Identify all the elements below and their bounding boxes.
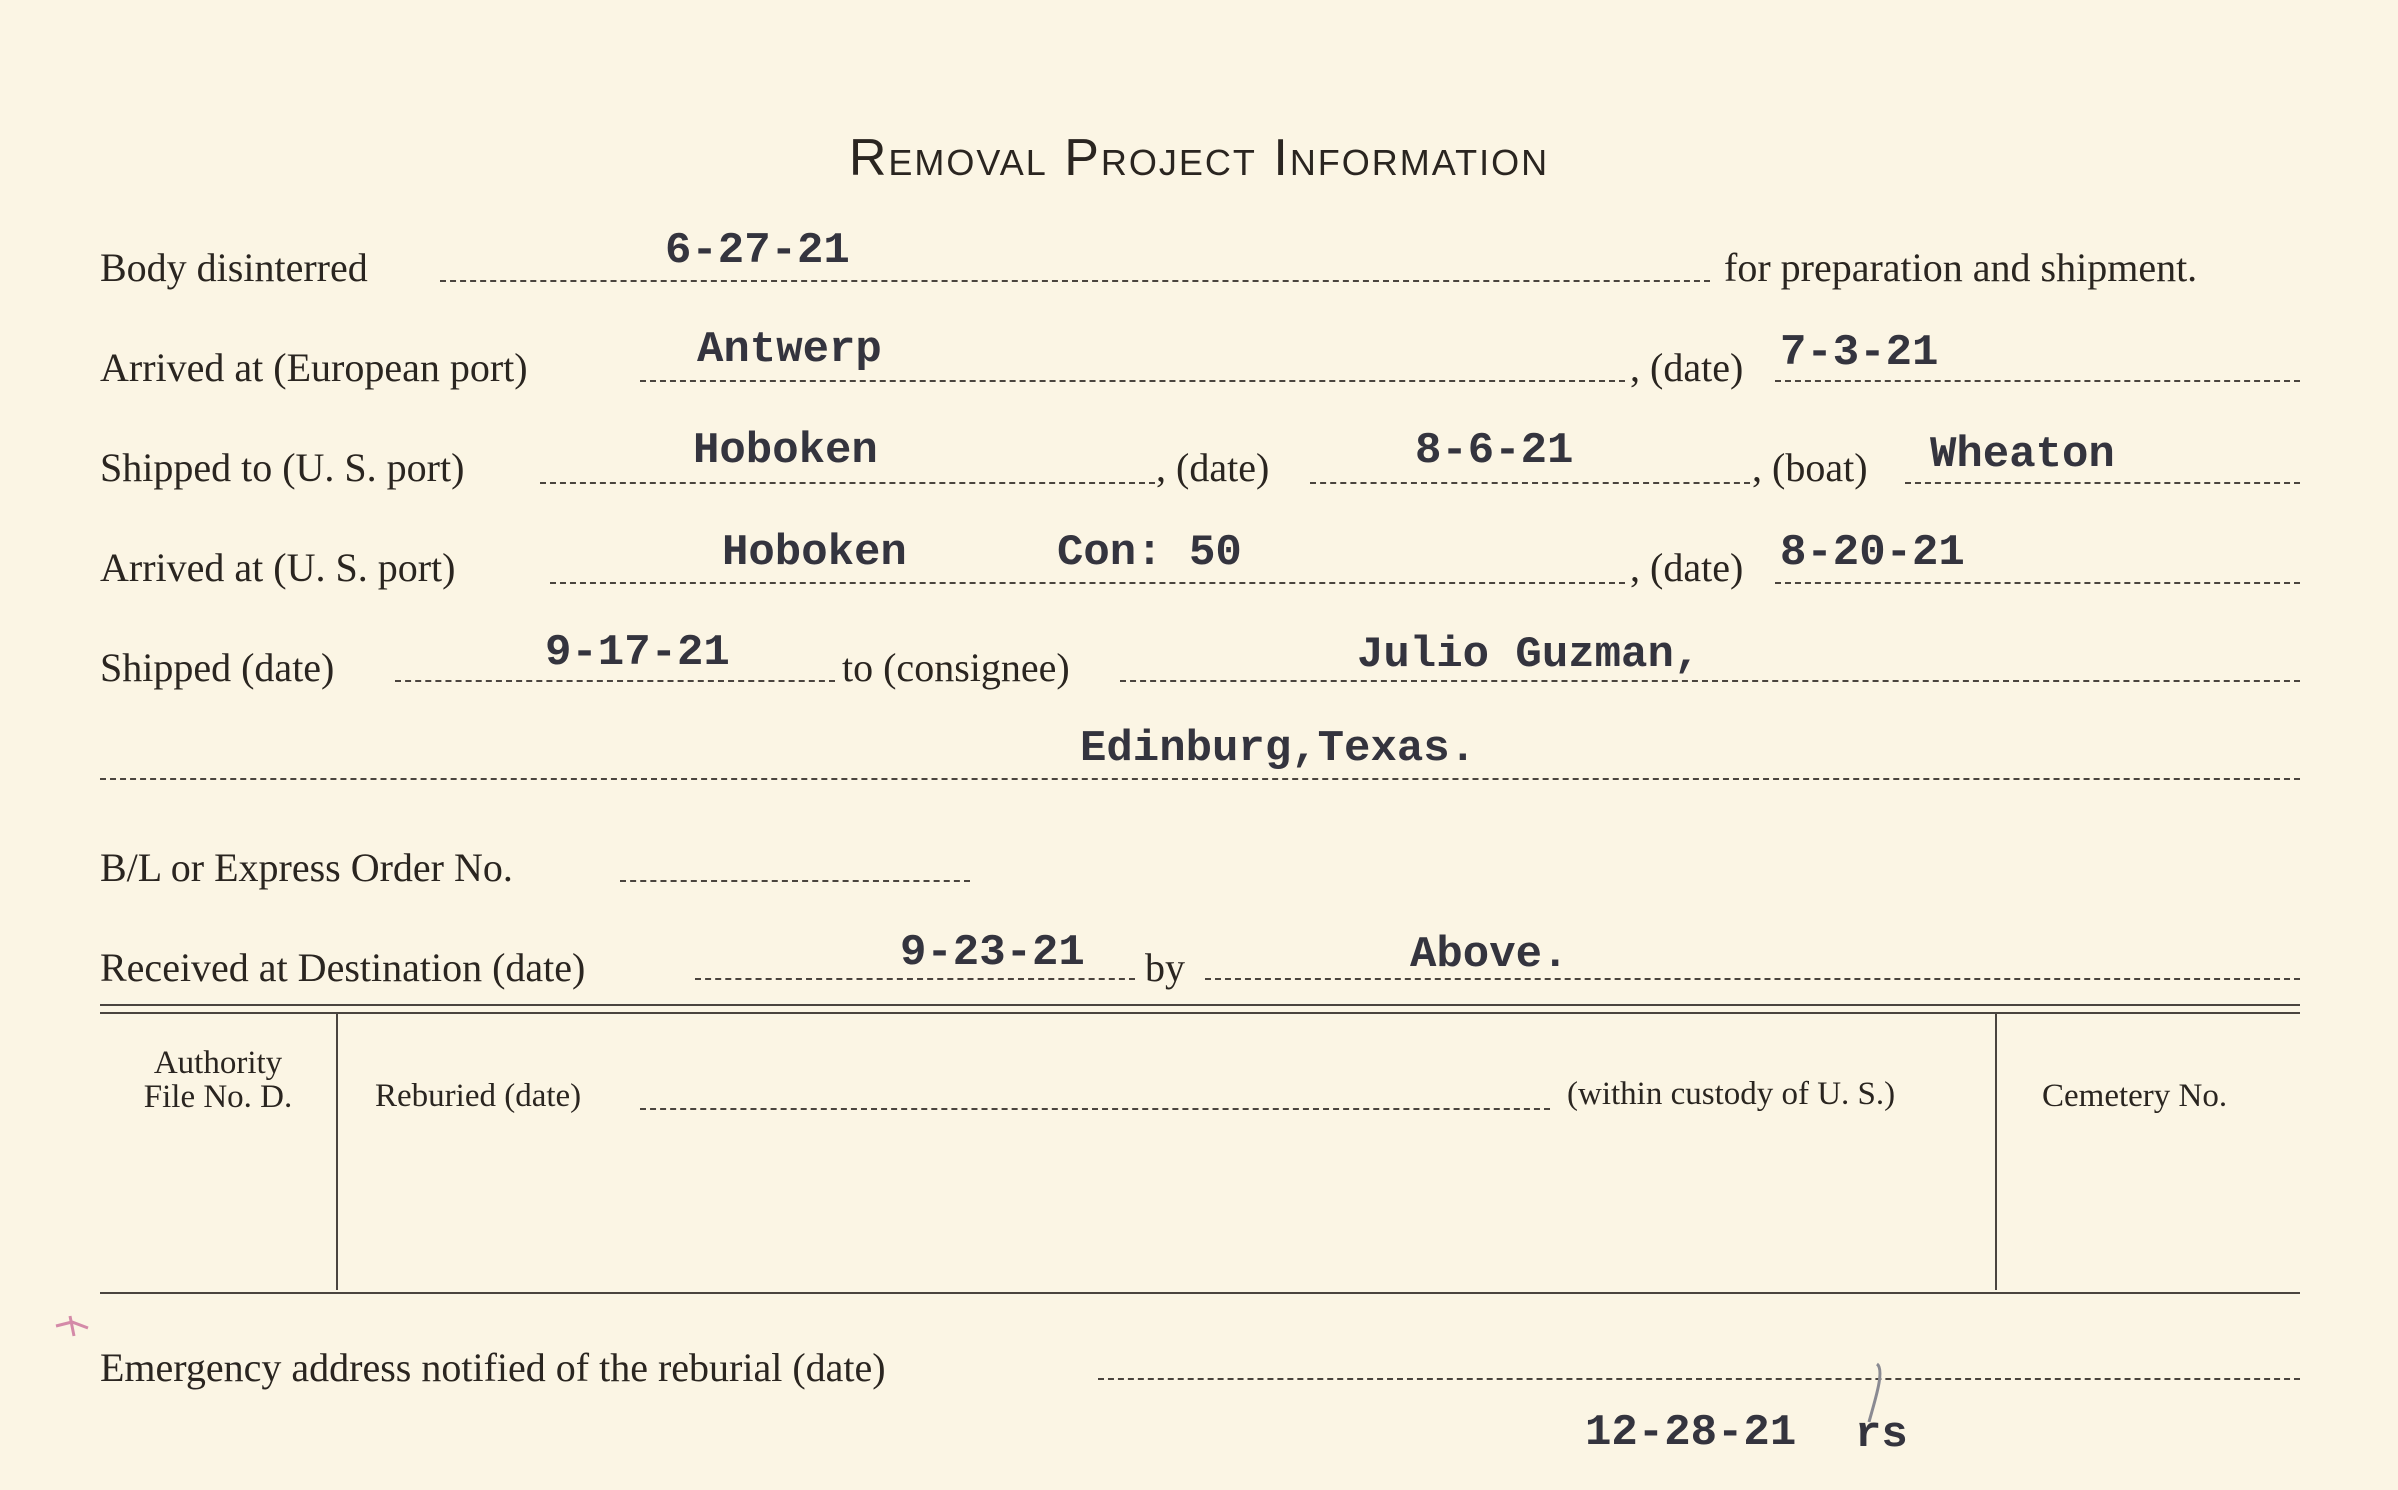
table-divider-right [1995,1014,1997,1290]
received-date-line [695,978,1135,980]
table-top-rule-1 [100,1004,2300,1006]
table-bottom-rule [100,1292,2300,1294]
card-title: Removal Project Information [848,129,1550,187]
received-by-line [1205,978,2300,980]
label-received-destination: Received at Destination (date) [100,945,586,990]
us-arrival-date-line [1775,582,2300,584]
emergency-date-line [1098,1378,2300,1380]
disinterred-date-line [440,280,1710,282]
label-european-date: , (date) [1630,345,1744,390]
reburied-date-line [640,1108,1550,1110]
table-divider-left [336,1014,338,1290]
label-authority-file [100,1046,336,1114]
consignee-name: Julio Guzman, [1357,630,1701,680]
shipped-date: 9-17-21 [545,628,730,678]
us-port-shipped: Hoboken [693,426,878,476]
label-shipped-to-us-port: Shipped to (U. S. port) [100,445,465,490]
label-shipped-date: Shipped (date) [100,645,335,690]
emergency-date: 12-28-21 [1585,1408,1797,1458]
label-within-custody: (within custody of U. S.) [1567,1076,1896,1112]
label-to-consignee: to (consignee) [842,645,1070,690]
con-number: Con: 50 [1057,528,1242,578]
label-for-preparation: for preparation and shipment. [1724,245,2198,290]
label-by: by [1145,945,1185,990]
disinterred-date: 6-27-21 [665,226,850,276]
ink-smudge [52,1306,102,1346]
pencil-mark [1855,1360,1895,1430]
us-port-arrived: Hoboken [722,528,907,578]
label-authority-line2: File No. D. [143,1079,293,1115]
consignee-address-line [100,778,2300,780]
us-arrival-date: 8-20-21 [1780,528,1965,578]
label-bl-order: B/L or Express Order No. [100,845,513,890]
european-date-line [1775,380,2300,382]
label-cemetery-no: Cemetery No. [2042,1078,2228,1114]
us-port-shipped-line [540,482,1155,484]
consignee-line [1120,680,2300,682]
consignee-address: Edinburg,Texas. [1080,724,1477,774]
european-arrival-date: 7-3-21 [1780,328,1939,378]
boat-name: Wheaton [1930,430,2115,480]
table-top-rule-2 [100,1012,2300,1014]
bl-order-line [620,880,970,882]
label-reburied-date: Reburied (date) [375,1078,582,1114]
label-body-disinterred: Body disinterred [100,245,368,290]
european-port: Antwerp [697,325,882,375]
us-ship-date-line [1310,482,1750,484]
label-arrived-us-port: Arrived at (U. S. port) [100,545,456,590]
label-authority-line1: Authority [153,1045,283,1081]
label-us-arrival-date: , (date) [1630,545,1744,590]
label-emergency-address: Emergency address notified of the reburial (date) [100,1345,886,1390]
us-ship-date: 8-6-21 [1415,426,1574,476]
european-port-line [640,380,1625,382]
label-boat: , (boat) [1752,445,1868,490]
us-port-arrived-line [550,582,1625,584]
received-by: Above. [1410,930,1569,980]
received-date: 9-23-21 [900,928,1085,978]
label-arrived-european-port: Arrived at (European port) [100,345,528,390]
initials: rs [1855,1410,1908,1460]
boat-line [1905,482,2300,484]
label-ship-date: , (date) [1156,445,1270,490]
shipped-date-line [395,680,835,682]
